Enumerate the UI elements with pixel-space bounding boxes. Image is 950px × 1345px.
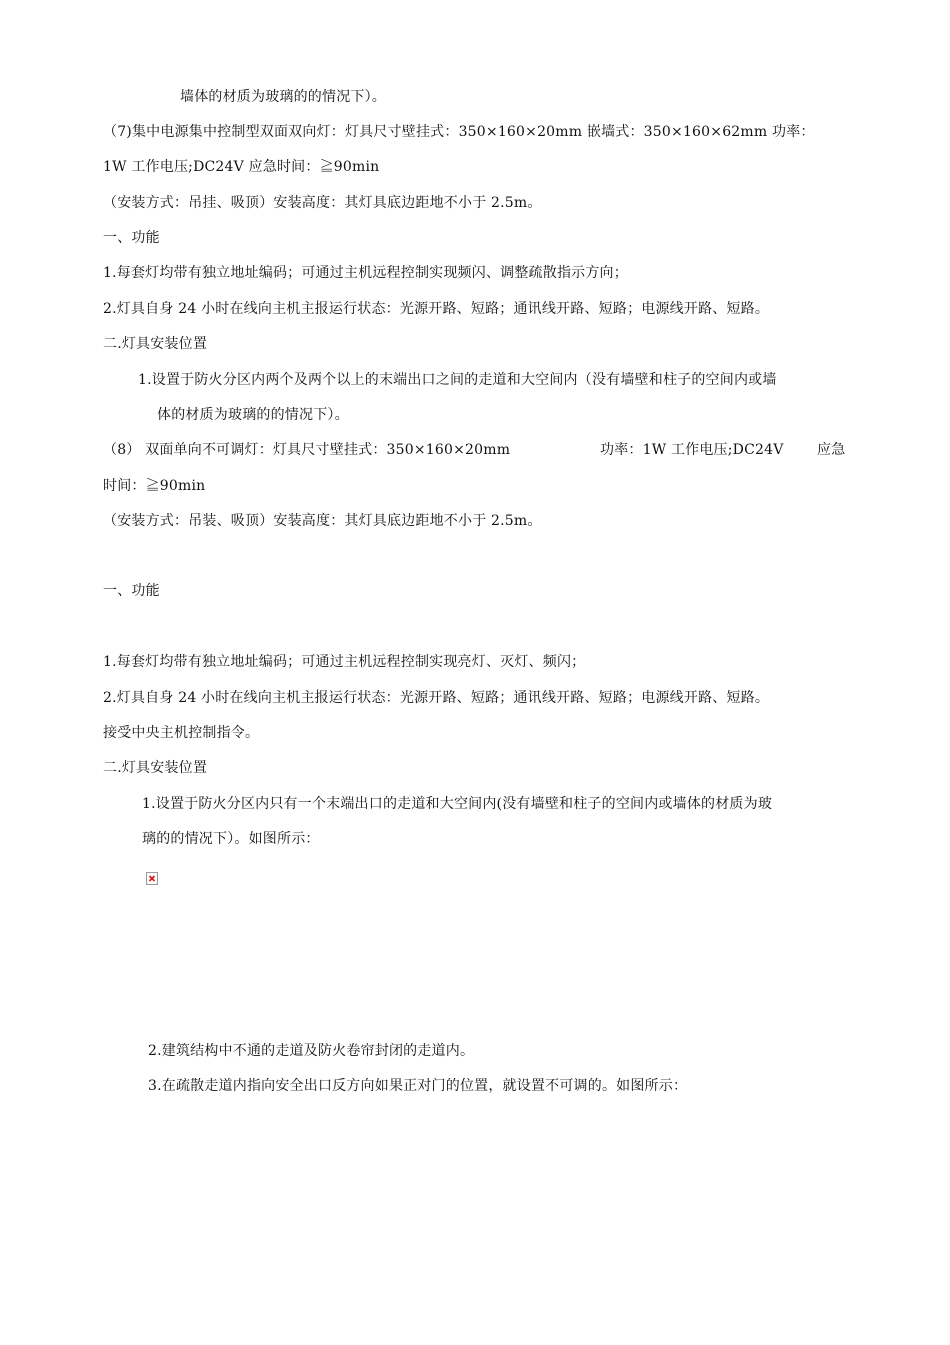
list-item-continuation: 体的材质为玻璃的的情况下）。	[157, 407, 349, 423]
list-item: 1.设置于防火分区内只有一个末端出口的走道和大空间内(没有墙壁和柱子的空间内或墙体的材质为玻	[142, 796, 773, 812]
install-line: （安装方式：吊装、吸顶）安装高度：其灯具底边距地不小于 2.5m。	[103, 513, 542, 529]
list-item-continuation: 璃的的情况下）。如图所示：	[142, 831, 320, 847]
section-heading: 二.灯具安装位置	[103, 760, 208, 776]
list-item: 2.灯具自身 24 小时在线向主机主报运行状态：光源开路、短路；通讯线开路、短路；电源线开路、短路。	[103, 301, 770, 317]
spec-line: （8） 双面单向不可调灯：灯具尺寸壁挂式：350×160×20mm	[103, 442, 511, 458]
list-item: 接受中央主机控制指令。	[103, 725, 260, 741]
spec-line: 功率：1W 工作电压;DC24V	[600, 442, 784, 458]
list-item: 1.每套灯均带有独立地址编码；可通过主机远程控制实现亮灯、灭灯、频闪；	[103, 654, 586, 670]
list-item: 2.建筑结构中不通的走道及防火卷帘封闭的走道内。	[148, 1043, 475, 1059]
spec-line: 1W 工作电压;DC24V 应急时间：≧90min	[103, 159, 380, 175]
list-item: 3.在疏散走道内指向安全出口反方向如果正对门的位置，就设置不可调的。如图所示：	[148, 1078, 688, 1094]
spec-line: 时间：≧90min	[103, 478, 206, 494]
section-heading: 一、功能	[103, 583, 160, 599]
list-item: 2.灯具自身 24 小时在线向主机主报运行状态：光源开路、短路；通讯线开路、短路；电源线开路、短路。	[103, 690, 770, 706]
spec-line: （7)集中电源集中控制型双面双向灯：灯具尺寸壁挂式：350×160×20mm 嵌墙式：350×160×62mm 功率：	[103, 124, 815, 140]
section-heading: 一、功能	[103, 230, 160, 246]
section-heading: 二.灯具安装位置	[103, 336, 208, 352]
list-item: 1.设置于防火分区内两个及两个以上的末端出口之间的走道和大空间内（没有墙壁和柱子的空间内或墙	[138, 372, 777, 388]
broken-image-icon	[146, 872, 158, 885]
text-line: 墙体的材质为玻璃的的情况下）。	[180, 89, 386, 105]
spec-line: 应急	[817, 442, 846, 458]
list-item: 1.每套灯均带有独立地址编码；可通过主机远程控制实现频闪、调整疏散指示方向；	[103, 265, 628, 281]
install-line: （安装方式：吊挂、吸顶）安装高度：其灯具底边距地不小于 2.5m。	[103, 195, 542, 211]
